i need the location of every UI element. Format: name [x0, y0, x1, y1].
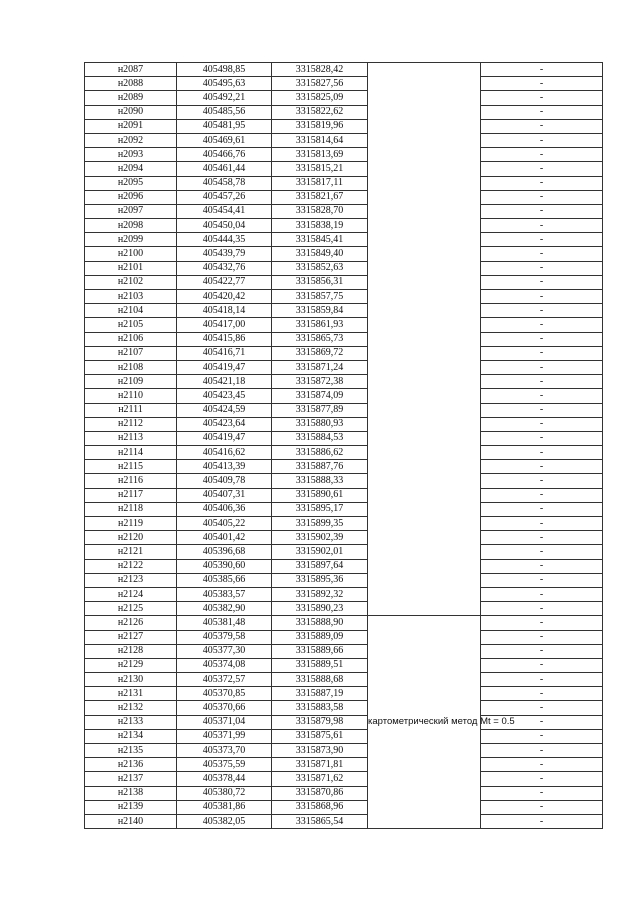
point-id-cell: н2119	[85, 517, 177, 531]
x-coordinate-cell: 405469,61	[177, 133, 272, 147]
point-id-cell: н2112	[85, 417, 177, 431]
accuracy-cell: -	[481, 261, 603, 275]
accuracy-cell: -	[481, 318, 603, 332]
x-coordinate-cell: 405423,45	[177, 389, 272, 403]
y-coordinate-cell: 3315884,53	[272, 431, 368, 445]
accuracy-cell: -	[481, 460, 603, 474]
y-coordinate-cell: 3315880,93	[272, 417, 368, 431]
accuracy-cell: -	[481, 219, 603, 233]
point-id-cell: н2136	[85, 758, 177, 772]
table-row	[85, 687, 603, 701]
y-coordinate-cell: 3315875,61	[272, 729, 368, 743]
accuracy-cell: -	[481, 814, 603, 828]
accuracy-cell: -	[481, 616, 603, 630]
x-coordinate-cell: 405370,66	[177, 701, 272, 715]
point-id-cell: н2113	[85, 431, 177, 445]
point-id-cell: н2100	[85, 247, 177, 261]
y-coordinate-cell: 3315821,67	[272, 190, 368, 204]
table-row	[85, 602, 603, 616]
table-row	[85, 658, 603, 672]
x-coordinate-cell: 405444,35	[177, 233, 272, 247]
table-row	[85, 786, 603, 800]
table-row	[85, 332, 603, 346]
point-id-cell: н2087	[85, 63, 177, 77]
point-id-cell: н2135	[85, 744, 177, 758]
x-coordinate-cell: 405373,70	[177, 744, 272, 758]
accuracy-cell: -	[481, 290, 603, 304]
x-coordinate-cell: 405374,08	[177, 658, 272, 672]
y-coordinate-cell: 3315827,56	[272, 77, 368, 91]
point-id-cell: н2114	[85, 446, 177, 460]
y-coordinate-cell: 3315871,62	[272, 772, 368, 786]
point-id-cell: н2088	[85, 77, 177, 91]
x-coordinate-cell: 405422,77	[177, 275, 272, 289]
accuracy-cell: -	[481, 502, 603, 516]
table-row	[85, 559, 603, 573]
x-coordinate-cell: 405385,66	[177, 573, 272, 587]
x-coordinate-cell: 405381,86	[177, 800, 272, 814]
y-coordinate-cell: 3315813,69	[272, 148, 368, 162]
accuracy-cell: -	[481, 786, 603, 800]
point-id-cell: н2105	[85, 318, 177, 332]
y-coordinate-cell: 3315871,24	[272, 360, 368, 374]
point-id-cell: н2139	[85, 800, 177, 814]
point-id-cell: н2130	[85, 673, 177, 687]
point-id-cell: н2109	[85, 375, 177, 389]
point-id-cell: н2116	[85, 474, 177, 488]
y-coordinate-cell: 3315861,93	[272, 318, 368, 332]
table-row	[85, 290, 603, 304]
y-coordinate-cell: 3315879,98	[272, 715, 368, 729]
accuracy-cell: -	[481, 304, 603, 318]
accuracy-cell: -	[481, 389, 603, 403]
accuracy-cell: -	[481, 715, 603, 729]
coordinates-table-sheet	[84, 62, 601, 829]
point-id-cell: н2120	[85, 531, 177, 545]
accuracy-cell: -	[481, 587, 603, 601]
table-row	[85, 644, 603, 658]
x-coordinate-cell: 405380,72	[177, 786, 272, 800]
accuracy-cell: -	[481, 630, 603, 644]
x-coordinate-cell: 405396,68	[177, 545, 272, 559]
y-coordinate-cell: 3315828,70	[272, 204, 368, 218]
y-coordinate-cell: 3315899,35	[272, 517, 368, 531]
x-coordinate-cell: 405450,04	[177, 219, 272, 233]
table-row	[85, 814, 603, 828]
accuracy-cell: -	[481, 658, 603, 672]
accuracy-cell: -	[481, 346, 603, 360]
x-coordinate-cell: 405417,00	[177, 318, 272, 332]
x-coordinate-cell: 405439,79	[177, 247, 272, 261]
table-row	[85, 573, 603, 587]
table-row	[85, 403, 603, 417]
accuracy-cell: -	[481, 517, 603, 531]
x-coordinate-cell: 405418,14	[177, 304, 272, 318]
accuracy-cell: -	[481, 332, 603, 346]
accuracy-cell: -	[481, 687, 603, 701]
point-id-cell: н2103	[85, 290, 177, 304]
table-row	[85, 119, 603, 133]
table-row	[85, 77, 603, 91]
x-coordinate-cell: 405370,85	[177, 687, 272, 701]
table-row	[85, 587, 603, 601]
table-row	[85, 247, 603, 261]
y-coordinate-cell: 3315852,63	[272, 261, 368, 275]
y-coordinate-cell: 3315887,76	[272, 460, 368, 474]
table-row	[85, 758, 603, 772]
x-coordinate-cell: 405485,56	[177, 105, 272, 119]
accuracy-cell: -	[481, 190, 603, 204]
point-id-cell: н2091	[85, 119, 177, 133]
table-row	[85, 261, 603, 275]
x-coordinate-cell: 405466,76	[177, 148, 272, 162]
table-row	[85, 701, 603, 715]
x-coordinate-cell: 405457,26	[177, 190, 272, 204]
point-id-cell: н2138	[85, 786, 177, 800]
y-coordinate-cell: 3315869,72	[272, 346, 368, 360]
point-id-cell: н2097	[85, 204, 177, 218]
table-row	[85, 162, 603, 176]
accuracy-cell: -	[481, 729, 603, 743]
table-row	[85, 190, 603, 204]
accuracy-cell: -	[481, 375, 603, 389]
y-coordinate-cell: 3315889,66	[272, 644, 368, 658]
y-coordinate-cell: 3315865,73	[272, 332, 368, 346]
x-coordinate-cell: 405498,85	[177, 63, 272, 77]
point-id-cell: н2126	[85, 616, 177, 630]
point-id-cell: н2090	[85, 105, 177, 119]
x-coordinate-cell: 405461,44	[177, 162, 272, 176]
point-id-cell: н2104	[85, 304, 177, 318]
point-id-cell: н2122	[85, 559, 177, 573]
point-id-cell: н2107	[85, 346, 177, 360]
y-coordinate-cell: 3315890,61	[272, 488, 368, 502]
y-coordinate-cell: 3315871,81	[272, 758, 368, 772]
accuracy-cell: -	[481, 644, 603, 658]
point-id-cell: н2129	[85, 658, 177, 672]
accuracy-cell: -	[481, 559, 603, 573]
y-coordinate-cell: 3315874,09	[272, 389, 368, 403]
point-id-cell: н2089	[85, 91, 177, 105]
x-coordinate-cell: 405405,22	[177, 517, 272, 531]
accuracy-cell: -	[481, 800, 603, 814]
point-id-cell: н2110	[85, 389, 177, 403]
x-coordinate-cell: 405492,21	[177, 91, 272, 105]
table-row	[85, 91, 603, 105]
x-coordinate-cell: 405423,64	[177, 417, 272, 431]
x-coordinate-cell: 405416,62	[177, 446, 272, 460]
point-id-cell: н2118	[85, 502, 177, 516]
table-row	[85, 360, 603, 374]
accuracy-cell: -	[481, 77, 603, 91]
x-coordinate-cell: 405419,47	[177, 360, 272, 374]
x-coordinate-cell: 405415,86	[177, 332, 272, 346]
accuracy-cell: -	[481, 403, 603, 417]
y-coordinate-cell: 3315865,54	[272, 814, 368, 828]
x-coordinate-cell: 405424,59	[177, 403, 272, 417]
table-row	[85, 502, 603, 516]
x-coordinate-cell: 405481,95	[177, 119, 272, 133]
accuracy-cell: -	[481, 119, 603, 133]
table-row	[85, 460, 603, 474]
coordinates-table-body	[85, 63, 603, 829]
y-coordinate-cell: 3315889,51	[272, 658, 368, 672]
y-coordinate-cell: 3315888,68	[272, 673, 368, 687]
table-row	[85, 630, 603, 644]
x-coordinate-cell: 405379,58	[177, 630, 272, 644]
accuracy-cell: -	[481, 233, 603, 247]
y-coordinate-cell: 3315887,19	[272, 687, 368, 701]
y-coordinate-cell: 3315849,40	[272, 247, 368, 261]
accuracy-cell: -	[481, 247, 603, 261]
point-id-cell: н2123	[85, 573, 177, 587]
y-coordinate-cell: 3315845,41	[272, 233, 368, 247]
accuracy-cell: -	[481, 162, 603, 176]
y-coordinate-cell: 3315870,86	[272, 786, 368, 800]
x-coordinate-cell: 405378,44	[177, 772, 272, 786]
table-row	[85, 346, 603, 360]
point-id-cell: н2131	[85, 687, 177, 701]
point-id-cell: н2108	[85, 360, 177, 374]
accuracy-cell: -	[481, 204, 603, 218]
x-coordinate-cell: 405371,04	[177, 715, 272, 729]
table-row	[85, 446, 603, 460]
y-coordinate-cell: 3315892,32	[272, 587, 368, 601]
table-row	[85, 304, 603, 318]
table-row	[85, 729, 603, 743]
y-coordinate-cell: 3315859,84	[272, 304, 368, 318]
accuracy-cell: -	[481, 91, 603, 105]
x-coordinate-cell: 405421,18	[177, 375, 272, 389]
y-coordinate-cell: 3315888,90	[272, 616, 368, 630]
accuracy-cell: -	[481, 474, 603, 488]
accuracy-cell: -	[481, 275, 603, 289]
y-coordinate-cell: 3315872,38	[272, 375, 368, 389]
accuracy-cell: -	[481, 148, 603, 162]
table-row	[85, 204, 603, 218]
x-coordinate-cell: 405409,78	[177, 474, 272, 488]
accuracy-cell: -	[481, 417, 603, 431]
x-coordinate-cell: 405371,99	[177, 729, 272, 743]
point-id-cell: н2115	[85, 460, 177, 474]
y-coordinate-cell: 3315883,58	[272, 701, 368, 715]
accuracy-cell: -	[481, 673, 603, 687]
table-row	[85, 474, 603, 488]
table-row	[85, 233, 603, 247]
y-coordinate-cell: 3315828,42	[272, 63, 368, 77]
point-id-cell: н2098	[85, 219, 177, 233]
table-row	[85, 772, 603, 786]
y-coordinate-cell: 3315868,96	[272, 800, 368, 814]
accuracy-cell: -	[481, 772, 603, 786]
point-id-cell: н2137	[85, 772, 177, 786]
point-id-cell: н2125	[85, 602, 177, 616]
point-id-cell: н2096	[85, 190, 177, 204]
x-coordinate-cell: 405406,36	[177, 502, 272, 516]
x-coordinate-cell: 405419,47	[177, 431, 272, 445]
accuracy-cell: -	[481, 758, 603, 772]
point-id-cell: н2092	[85, 133, 177, 147]
y-coordinate-cell: 3315856,31	[272, 275, 368, 289]
table-row	[85, 715, 603, 729]
y-coordinate-cell: 3315819,96	[272, 119, 368, 133]
table-row	[85, 545, 603, 559]
x-coordinate-cell: 405416,71	[177, 346, 272, 360]
point-id-cell: н2132	[85, 701, 177, 715]
y-coordinate-cell: 3315825,09	[272, 91, 368, 105]
y-coordinate-cell: 3315814,64	[272, 133, 368, 147]
table-row	[85, 744, 603, 758]
point-id-cell: н2121	[85, 545, 177, 559]
table-row	[85, 63, 603, 77]
y-coordinate-cell: 3315838,19	[272, 219, 368, 233]
table-row	[85, 616, 603, 630]
y-coordinate-cell: 3315857,75	[272, 290, 368, 304]
y-coordinate-cell: 3315877,89	[272, 403, 368, 417]
point-id-cell: н2093	[85, 148, 177, 162]
accuracy-cell: -	[481, 63, 603, 77]
y-coordinate-cell: 3315895,36	[272, 573, 368, 587]
accuracy-cell: -	[481, 360, 603, 374]
accuracy-cell: -	[481, 701, 603, 715]
table-row	[85, 531, 603, 545]
y-coordinate-cell: 3315888,33	[272, 474, 368, 488]
table-row	[85, 318, 603, 332]
coordinates-table	[84, 62, 603, 829]
point-id-cell: н2111	[85, 403, 177, 417]
x-coordinate-cell: 405382,90	[177, 602, 272, 616]
accuracy-cell: -	[481, 133, 603, 147]
y-coordinate-cell: 3315873,90	[272, 744, 368, 758]
accuracy-cell: -	[481, 431, 603, 445]
point-id-cell: н2106	[85, 332, 177, 346]
point-id-cell: н2124	[85, 587, 177, 601]
y-coordinate-cell: 3315822,62	[272, 105, 368, 119]
accuracy-cell: -	[481, 602, 603, 616]
point-id-cell: н2140	[85, 814, 177, 828]
x-coordinate-cell: 405454,41	[177, 204, 272, 218]
y-coordinate-cell: 3315815,21	[272, 162, 368, 176]
y-coordinate-cell: 3315889,09	[272, 630, 368, 644]
x-coordinate-cell: 405413,39	[177, 460, 272, 474]
table-row	[85, 275, 603, 289]
x-coordinate-cell: 405383,57	[177, 587, 272, 601]
y-coordinate-cell: 3315897,64	[272, 559, 368, 573]
table-row	[85, 389, 603, 403]
accuracy-cell: -	[481, 488, 603, 502]
y-coordinate-cell: 3315902,01	[272, 545, 368, 559]
accuracy-cell: -	[481, 545, 603, 559]
y-coordinate-cell: 3315890,23	[272, 602, 368, 616]
accuracy-cell: -	[481, 446, 603, 460]
point-id-cell: н2094	[85, 162, 177, 176]
accuracy-cell: -	[481, 531, 603, 545]
point-id-cell: н2102	[85, 275, 177, 289]
x-coordinate-cell: 405377,30	[177, 644, 272, 658]
x-coordinate-cell: 405495,63	[177, 77, 272, 91]
y-coordinate-cell: 3315902,39	[272, 531, 368, 545]
x-coordinate-cell: 405420,42	[177, 290, 272, 304]
point-id-cell: н2134	[85, 729, 177, 743]
x-coordinate-cell: 405390,60	[177, 559, 272, 573]
table-row	[85, 488, 603, 502]
method-cell	[368, 63, 481, 616]
table-row	[85, 148, 603, 162]
point-id-cell: н2101	[85, 261, 177, 275]
x-coordinate-cell: 405407,31	[177, 488, 272, 502]
x-coordinate-cell: 405401,42	[177, 531, 272, 545]
point-id-cell: н2095	[85, 176, 177, 190]
x-coordinate-cell: 405375,59	[177, 758, 272, 772]
point-id-cell: н2128	[85, 644, 177, 658]
x-coordinate-cell: 405458,78	[177, 176, 272, 190]
table-row	[85, 800, 603, 814]
table-row	[85, 219, 603, 233]
accuracy-cell: -	[481, 744, 603, 758]
method-cell: картометрический метод Mt = 0.5	[368, 616, 481, 829]
point-id-cell: н2127	[85, 630, 177, 644]
x-coordinate-cell: 405381,48	[177, 616, 272, 630]
accuracy-cell: -	[481, 573, 603, 587]
table-row	[85, 673, 603, 687]
table-row	[85, 133, 603, 147]
accuracy-cell: -	[481, 105, 603, 119]
accuracy-cell: -	[481, 176, 603, 190]
x-coordinate-cell: 405382,05	[177, 814, 272, 828]
x-coordinate-cell: 405432,76	[177, 261, 272, 275]
table-row	[85, 105, 603, 119]
point-id-cell: н2133	[85, 715, 177, 729]
table-row	[85, 431, 603, 445]
y-coordinate-cell: 3315886,62	[272, 446, 368, 460]
table-row	[85, 375, 603, 389]
table-row	[85, 417, 603, 431]
point-id-cell: н2117	[85, 488, 177, 502]
table-row	[85, 517, 603, 531]
table-row	[85, 176, 603, 190]
y-coordinate-cell: 3315817,11	[272, 176, 368, 190]
point-id-cell: н2099	[85, 233, 177, 247]
y-coordinate-cell: 3315895,17	[272, 502, 368, 516]
x-coordinate-cell: 405372,57	[177, 673, 272, 687]
